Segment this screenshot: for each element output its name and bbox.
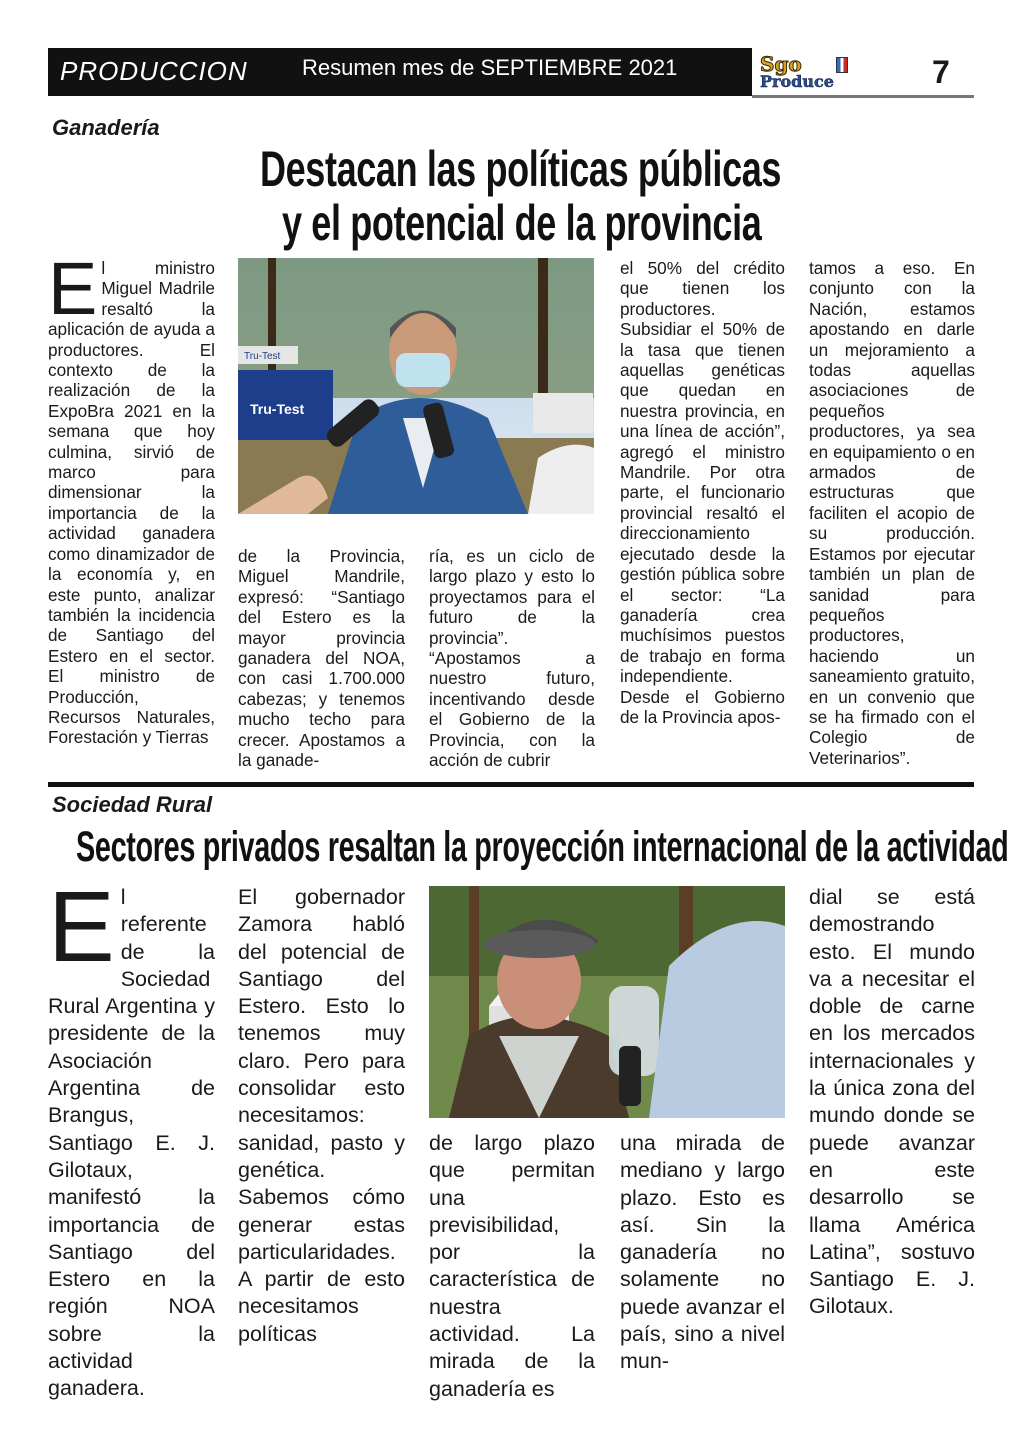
logo-text-top: Sgo xyxy=(760,52,802,76)
photo-gilotaux-interview xyxy=(429,886,785,1118)
photo-sign-text-small: Tru-Test xyxy=(244,351,281,362)
article2-photo-gilotaux xyxy=(429,886,785,1118)
logo-text-bottom: Produce xyxy=(760,72,834,91)
article1-kicker: Ganadería xyxy=(52,115,160,140)
article1-headline-line2: y el potencial de la provincia xyxy=(282,195,762,251)
section-title: PRODUCCION xyxy=(60,56,248,86)
article2-kicker: Sociedad Rural xyxy=(52,792,213,817)
article2-dropcap: E xyxy=(48,871,115,983)
section-divider xyxy=(48,782,974,787)
article2-column-4: una mirada de mediano y largo plazo. Esto es así. Sin la ganadería no solamente no puede avanzar el país, sino a nivel mun- xyxy=(620,1131,785,1374)
article1-headline-line1: Destacan las políticas públicas xyxy=(260,141,782,197)
flag-icon xyxy=(836,57,848,73)
article1-dropcap: E xyxy=(48,247,98,330)
publication-logo xyxy=(758,52,900,94)
photo-sign-text: Tru-Test xyxy=(250,401,305,417)
header-rule xyxy=(752,95,974,98)
page-number: 7 xyxy=(932,54,950,90)
article1-column-1 xyxy=(48,247,215,778)
section-header-bar xyxy=(48,48,752,96)
article2-column-3: de largo plazo que permitan una previsibilidad, por la característica de nuestra actividad. La mirada de la ganadería es xyxy=(429,1131,595,1401)
article2-column-5: dial se está demostrando esto. El mundo va a necesitar el doble de carne en los mercados internacionales y la única zona del mundo donde se puede avanzar en este desarrollo se llama América Latina”, sostuvo Santiago E. J. Gilotaux. xyxy=(809,885,975,1319)
article1-col1-text: l ministro Miguel Madrile resaltó la aplicación de ayuda a productores. El contexto de la realización de la ExpoBra 2021 en la semana que hoy culmina, sirvió de marco para dimensionar la importancia de la actividad ganadera como dinamizador de la economía y, en este punto, analizar también la incidencia de Santiago del Estero en el sector. El ministro de Producción, Recursos Naturales, Forestación y Tierras xyxy=(48,258,215,748)
article2-headline: Sectores privados resaltan la proyección internacional de la actividad xyxy=(76,823,1009,871)
article1-photo-minister xyxy=(238,258,594,514)
article2-column-1 xyxy=(48,871,215,1401)
article1-column-4: el 50% del crédito que tienen los productores. Subsidiar el 50% de la tasa que tienen aquellas genéticas que quedan en nuestra provincia, en una línea de acción”, agregó el ministro Mandrile. Por otra parte, el funcionario provincial resaltó el direccionamiento ejecutado desde la gestión pública sobre el sector: “La ganadería crea muchísimos puestos de trabajo en forma independiente. Desde el Gobierno de la Provincia apos- xyxy=(620,258,785,727)
article2-col1-text: l referente de la Sociedad Rural Argentina y presidente de la Asociación Argentina de Brangus, Santiago E. J. Gilotaux, manifestó la importancia de Santiago del Estero en la región NOA sobre la actividad ganadera. xyxy=(48,885,215,1401)
article1-column-2: de la Provincia, Miguel Mandrile, expresó: “Santiago del Estero es la mayor provincia ganadera del NOA, con casi 1.700.000 cabezas; y tenemos mucho techo para crecer. Apostamos a la ganade- xyxy=(238,546,405,771)
article1-column-3: ría, es un ciclo de largo plazo y esto lo proyectamos para el futuro de la provincia”. “Apostamos a nuestro futuro, incentivando desde el Gobierno de la Provincia, con la acción de cubrir xyxy=(429,546,595,771)
article2-column-2: El gobernador Zamora habló del potencial de Santiago del Estero. Esto lo tenemos muy claro. Pero para consolidar esto necesitamos: sanidad, pasto y genética. Sabemos cómo generar estas particularidades. A partir de esto necesitamos políticas xyxy=(238,885,405,1346)
article1-column-5: tamos a eso. En conjunto con la Nación, estamos apostando en darle un mejoramiento a todas aquellas asociaciones de pequeños productores, ya sea en equipamiento o en armados de estructuras que faciliten el acopio de su producción. Estamos por ejecutar también un plan de sanidad para pequeños productores, haciendo un saneamiento gratuito, en un convenio que se ha firmado con el Colegio de Veterinarios”. xyxy=(809,258,975,768)
issue-summary: Resumen mes de SEPTIEMBRE 2021 xyxy=(302,55,678,80)
photo-minister-interview xyxy=(238,258,594,514)
